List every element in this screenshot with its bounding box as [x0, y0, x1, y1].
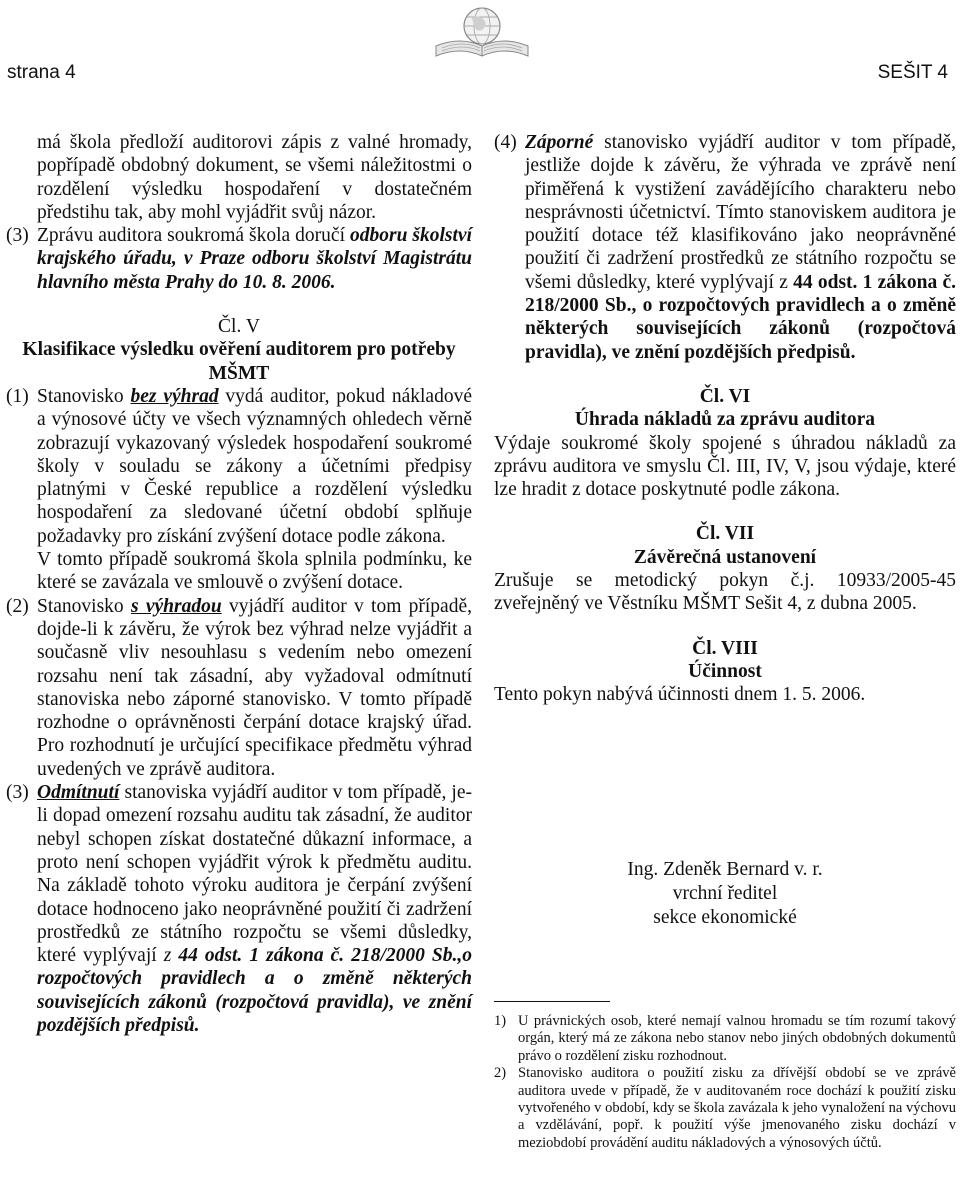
clause-3 — [6, 781, 472, 1037]
article-6-number: Čl. VI — [699, 385, 751, 407]
paragraph-number: (3) — [6, 225, 29, 247]
clause-text: stanoviska vyjádří auditor v tom případě, je-li dopad omezení rozsahu auditu tak zásadní, že auditor nebyl schopen získat dostatečné důkazní informace, a proto není schopen vyjádřit výrok k předmětu auditu. Na základě tohoto výroku auditora je čerpání zvýšení dotace hodnoceno jako neoprávněné použití či zadržení prostředků ze státního rozpočtu se všemi důsledky, které vyplývají — [37, 782, 472, 967]
globe-book-logo — [432, 2, 532, 64]
clause-term: Záporné — [525, 132, 594, 153]
clause-lead: Stanovisko — [37, 595, 124, 617]
clause-1 — [6, 385, 472, 548]
clause-lead: Stanovisko — [37, 385, 124, 407]
right-column — [494, 131, 956, 707]
footnote-number: 2) — [494, 1065, 507, 1082]
paragraph-3 — [6, 224, 472, 294]
footnote-text: Stanovisko auditora o použití zisku za dřívější období se ve zprávě auditora uvede v případě, že v auditovaném roce dochází k použití zisku vytvořeného v období, kdy se škola zavázala k jeho vynaložení na výchovu a vzdělávání, popř. k použití výše jmenovaného zisku dochází v meziobdobí provádění auditu nákladových a výnosových účtů. — [518, 1065, 956, 1151]
clause-text: vydá auditor, pokud nákladové a výnosové účty ve všech významných ohledech věrně zobrazují vykazovaný výsledek hospodaření soukromé školy v souladu se zákony a účetními předpisy platnými v České republice a rozdělení výsledku hospodaření za sledované účetní období splňuje požadavky pro získání zvýšení dotace podle zákona. — [37, 385, 472, 547]
article-8-text: Tento pokyn nabývá účinnosti dnem 1. 5. 2006. — [494, 684, 866, 706]
clause-law-title: , o rozpočtových pravidlech a o změně některých souvisejících zákonů (rozpočtová pravidla), ve znění pozdějších předpisů. — [525, 295, 957, 363]
footnote — [494, 1065, 956, 1152]
article-7-text: Zrušuje se metodický pokyn č.j. 10933/2005-45 zveřejněný ve Věstníku MŠMT Sešit 4, z dubna 2005. — [494, 570, 956, 615]
clause-term: s výhradou — [130, 595, 222, 617]
clause-law-ref: 44 odst. 1 zákona č. 218/2000 Sb. — [178, 945, 458, 967]
footnote-divider — [494, 1001, 610, 1002]
article-5-title: Klasifikace výsledku ověření auditorem pro potřeby MŠMT — [22, 339, 456, 384]
page-number: strana 4 — [7, 62, 76, 83]
clause-text: vyjádří auditor v tom případě, dojde-li k závěru, že výrok bez výhrad nelze vyjádřit a současně vliv nesouhlasu s vedením nebo omezení rozsahu není tak zásadní, aby vyžadoval odmítnutí stanoviska nebo záporné stanovisko. V tomto případě rozhodne o oprávněnosti čerpání dotace krajský úřad. Pro rozhodnutí je určující specifikace předmětu výhrad uvedených ve zprávě auditora. — [37, 595, 472, 780]
clause-law-ref: 44 odst. 1 zákona č. 218/2000 Sb. — [525, 271, 957, 317]
paragraph-emphasis: odboru školství krajského úřadu, v Praze odboru školství Magistrátu hlavního města Prahy do 10. 8. 2006. — [37, 225, 472, 293]
signatory-department: sekce ekonomické — [653, 907, 797, 928]
signature-block — [494, 858, 956, 930]
article-6-title: Úhrada nákladů za zprávu auditora — [574, 409, 876, 431]
clause-number: (2) — [6, 595, 29, 617]
clause-text: stanovisko vyjádří auditor v tom případě, jestliže dojde k závěru, že výhrada ve zprávě není přiměřená k vystižení zavádějícího charakteru nebo nesprávnosti účetnictví. Tímto stanoviskem auditora je použití dotace též klasifikováno jako neoprávněné použití či zadržení prostředků ze státního rozpočtu se všemi důsledky, které vyplývají z — [525, 132, 956, 293]
clause-number: (1) — [6, 385, 29, 407]
article-8-title: Účinnost — [688, 660, 762, 682]
clause-law-title: ,o rozpočtových pravidlech a o změně některých souvisejících zákonů (rozpočtová pravidla), ve znění pozdějších předpisů. — [37, 945, 473, 1036]
article-6-text: Výdaje soukromé školy spojené s úhradou nákladů za zprávu auditora ve smyslu Čl. III, IV, V, jsou výdaje, které lze hradit z dotace poskytnuté podle zákona. — [494, 432, 956, 501]
footnote-number: 1) — [494, 1013, 507, 1029]
signatory-role: vrchní ředitel — [672, 883, 778, 904]
clause-number: (4) — [494, 132, 517, 153]
issue-label: SEŠIT 4 — [877, 62, 948, 83]
clause-4 — [494, 131, 956, 364]
clause-1-continuation: V tomto případě soukromá škola splnila podmínku, ke které se zavázala ve smlouvě o zvýšení dotace. — [37, 549, 472, 594]
left-column — [6, 131, 472, 1037]
article-8-number: Čl. VIII — [692, 637, 758, 659]
signatory-name: Ing. Zdeněk Bernard v. r. — [627, 859, 823, 880]
clause-2 — [6, 595, 472, 781]
clause-number: (3) — [6, 782, 29, 804]
clause-term: bez výhrad — [130, 385, 219, 407]
intro-paragraph: má škola předloží auditorovi zápis z valné hromady, popřípadě obdobný dokument, se všemi náležitostmi o rozdělení výsledku hospodaření v dostatečném předstihu tak, aby mohl vyjádřit svůj názor. — [37, 132, 472, 223]
footnote-text: U právnických osob, které nemají valnou hromadu se tím rozumí takový orgán, který má ze zákona nebo stanov nebo jiných obdobných dokumentů právo o rozdělení zisku rozhodnout. — [518, 1013, 956, 1064]
article-7-title: Závěrečná ustanovení — [633, 546, 817, 568]
footnote — [494, 1013, 956, 1065]
article-7-number: Čl. VII — [695, 523, 755, 545]
clause-ref-prefix: z — [163, 945, 172, 967]
article-5-number: Čl. V — [218, 316, 260, 338]
footnotes — [494, 1013, 956, 1152]
paragraph-text: Zprávu auditora soukromá škola doručí — [37, 225, 345, 247]
clause-term: Odmítnutí — [37, 782, 120, 804]
